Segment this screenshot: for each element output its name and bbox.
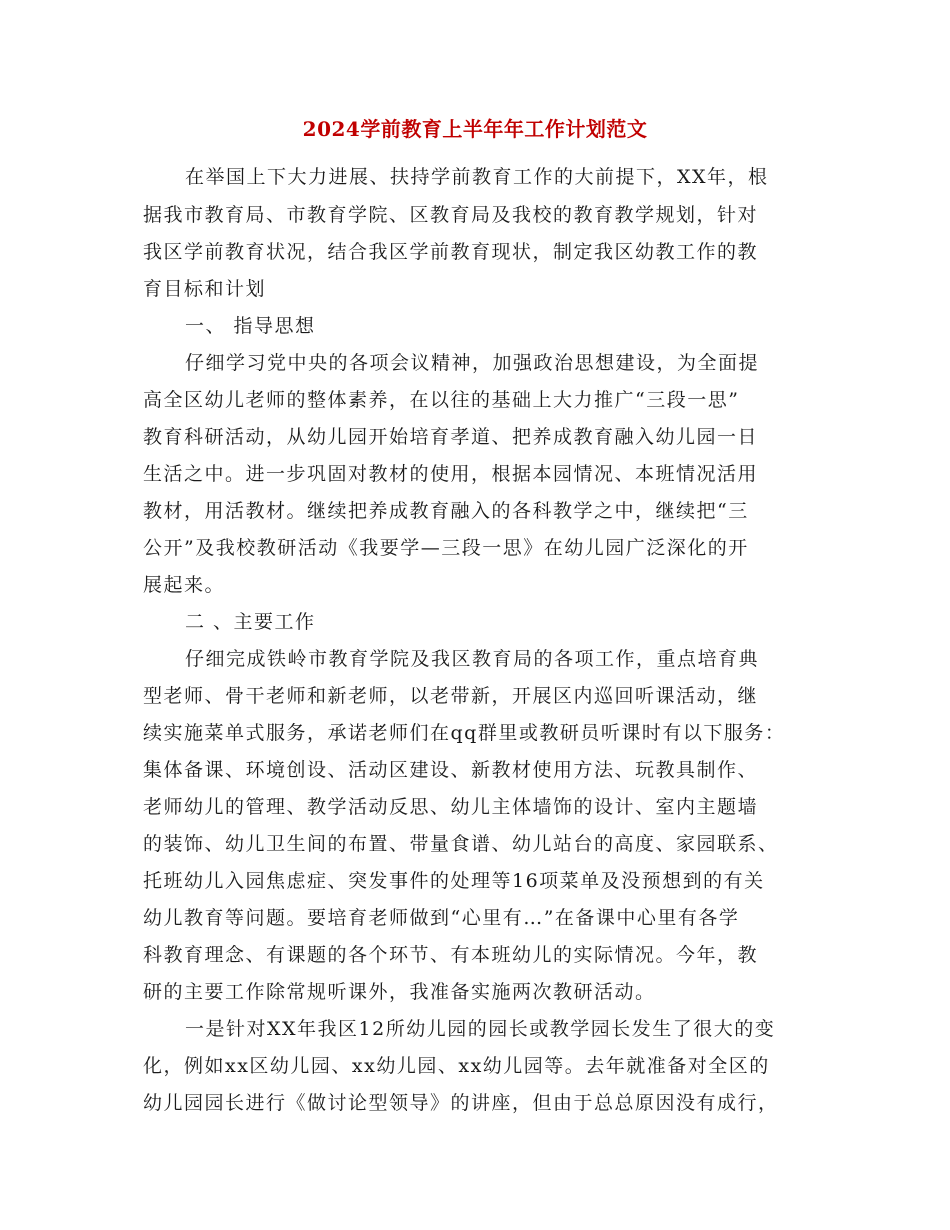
body-line: 化，例如xx区幼儿园、xx幼儿园、xx幼儿园等。去年就准备对全区的 [143, 1055, 770, 1077]
document-title: 2024学前教育上半年年工作计划范文 [302, 117, 648, 141]
body-line: 老师幼儿的管理、教学活动反思、幼儿主体墙饰的设计、室内主题墙 [143, 796, 759, 818]
body-line: 科教育理念、有课题的各个环节、有本班幼儿的实际情况。今年，教 [143, 944, 759, 966]
body-line: 育目标和计划 [143, 278, 267, 300]
body-line: 在举国上下大力进展、扶持学前教育工作的大前提下，XX年，根 [185, 166, 769, 188]
body-line: 公开”及我校教研活动《我要学—三段一思》在幼儿园广泛深化的开 [143, 537, 749, 559]
body-line: 集体备课、环境创设、活动区建设、新教材使用方法、玩教具制作、 [143, 759, 759, 781]
body-line: 仔细完成铁岭市教育学院及我区教育局的各项工作，重点培育典 [185, 648, 760, 670]
body-line: 据我市教育局、市教育学院、区教育局及我校的教育教学规划，针对 [143, 204, 759, 226]
body-line: 一是针对XX年我区12所幼儿园的园长或教学园长发生了很大的变 [185, 1018, 776, 1040]
body-line: 我区学前教育状况，结合我区学前教育现状，制定我区幼教工作的教 [143, 241, 759, 263]
body-line: 展起来。 [143, 574, 226, 596]
body-line: 幼儿教育等问题。要培育老师做到“心里有…”在备课中心里有各学 [143, 907, 740, 929]
body-line: 续实施菜单式服务，承诺老师们在qq群里或教研员听课时有以下服务： [143, 722, 786, 744]
body-line: 研的主要工作除常规听课外，我准备实施两次教研活动。 [143, 981, 656, 1003]
body-line: 仔细学习党中央的各项会议精神，加强政治思想建设，为全面提 [185, 352, 760, 374]
body-line: 的装饰、幼儿卫生间的布置、带量食谱、幼儿站台的高度、家园联系、 [143, 833, 779, 855]
body-line: 生活之中。进一步巩固对教材的使用，根据本园情况、本班情况活用 [143, 463, 759, 485]
body-line: 幼儿园园长进行《做讨论型领导》的讲座，但由于总总原因没有成行， [143, 1092, 779, 1114]
section-heading: 一、 指导思想 [185, 315, 316, 337]
body-line: 型老师、骨干老师和新老师，以老带新，开展区内巡回听课活动，继 [143, 685, 759, 707]
body-line: 教育科研活动，从幼儿园开始培育孝道、把养成教育融入幼儿园一日 [143, 426, 759, 448]
body-line: 高全区幼儿老师的整体素养，在以往的基础上大力推广“三段一思” [143, 389, 740, 411]
body-line: 教材，用活教材。继续把养成教育融入的各科教学之中，继续把“三 [143, 500, 749, 522]
section-heading: 二 、主要工作 [185, 611, 316, 633]
body-line: 托班幼儿入园焦虑症、突发事件的处理等16项菜单及没预想到的有关 [143, 870, 765, 892]
